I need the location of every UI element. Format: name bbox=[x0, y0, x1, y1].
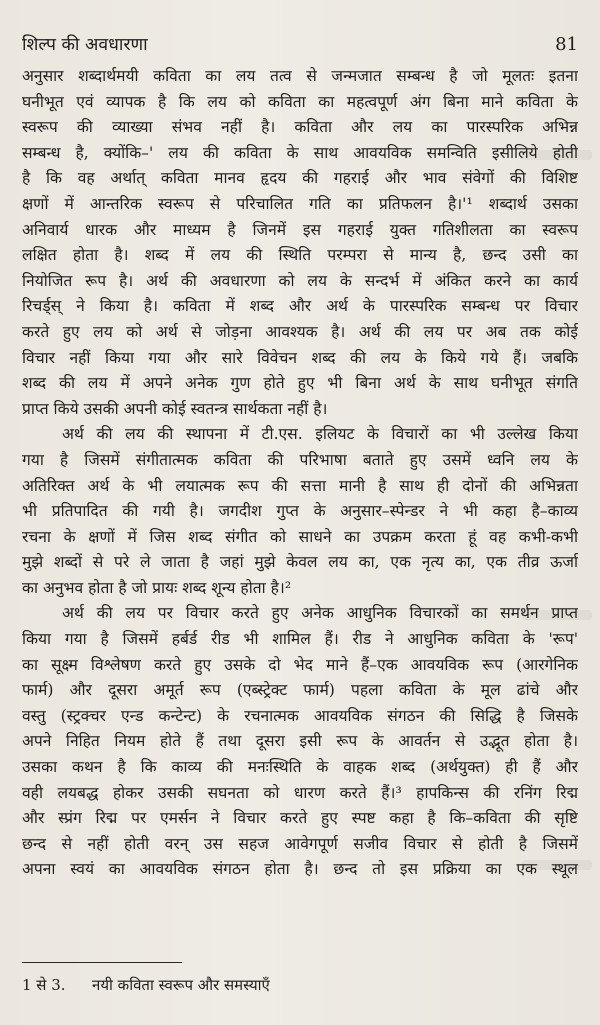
text-line: किया गया है जिसमें हर्बर्ड रीड भी शामिल हैं। रीड ने आधुनिक कविता के 'रूप' bbox=[22, 630, 578, 649]
text-line: और स्प्रंग रिद्म पर एमर्सन ने विचार करते हुए स्पष्ट कहा है कि–कविता की सृष्टि bbox=[22, 809, 578, 828]
running-title: शिल्प की अवधारणा bbox=[22, 35, 148, 55]
text-line: अपना स्वयं का आवयविक संगठन होता है। छन्द तो इस प्रक्रिया का एक स्थूल bbox=[22, 860, 578, 879]
text-line: स्वरूप की व्याख्या संभव नहीं है। कविता और लय का पारस्परिक अभिन्न bbox=[22, 118, 578, 137]
text-line: वही लयबद्ध होकर उसकी सघनता को धारण करते हैं।³ हापकिन्स की रनिंग रिद्म bbox=[22, 783, 578, 802]
footnote bbox=[22, 972, 270, 998]
text-line: करते हुए लय को अर्थ से जोड़ना आवश्यक है। अर्थ की लय पर अब तक कोई bbox=[22, 322, 578, 341]
text-line: रचना के क्षणों में जिस शब्द संगीत को साधने का उपक्रम करता हूं वह कभी-कभी bbox=[22, 527, 578, 546]
text-line: रिचर्ड्स् ने किया है। कविता में शब्द और अर्थ के पारस्परिक सम्बन्ध पर विचार bbox=[22, 297, 578, 316]
text-line: विचार नहीं किया गया और सारे विवेचन शब्द की लय के किये गये हैं। जबकि bbox=[22, 348, 578, 367]
text-line: नियोजित रूप है। अर्थ की अवधारणा को लय के सन्दर्भ में अंकित करने का कार्य bbox=[22, 271, 578, 290]
text-line: उसका कथन है कि काव्य की मनःस्थिति के वाहक शब्द (अर्थयुक्त) ही हैं और bbox=[22, 758, 578, 777]
text-line: अनुसार शब्दार्थमयी कविता का लय तत्व से जन्मजात सम्बन्ध है जो मूलतः इतना bbox=[22, 67, 578, 85]
text-line: फार्म) और दूसरा अमूर्त रूप (एब्स्ट्रेक्ट फार्म) पहला कविता के मूल ढांचे और bbox=[22, 681, 578, 700]
text-line-paragraph-end: प्राप्त किये उसकी अपनी कोई स्वतन्त्र सार्थकता नहीं है। bbox=[22, 399, 328, 418]
text-line: लक्षित होता है। शब्द में लय की स्थिति परम्परा से मान्य है, छन्द उसी का bbox=[22, 246, 578, 265]
text-line-paragraph-start: अर्थ की लय पर विचार करते हुए अनेक आधुनिक विचारकों का समर्थन प्राप्त bbox=[62, 604, 578, 623]
text-line: सम्बन्ध है, क्योंकि–' लय की कविता के साथ आवयविक समन्विति इसीलिये होती bbox=[22, 143, 578, 162]
text-line: मुझे शब्दों से परे ले जाता है जहां मुझे केवल लय का, एक नृत्य का, एक तीव्र ऊर्जा bbox=[22, 553, 578, 572]
page-number: 81 bbox=[555, 34, 578, 55]
text-line-paragraph-end: का अनुभव होता है जो प्रायः शब्द शून्य होता है।² bbox=[22, 578, 292, 597]
running-head bbox=[22, 30, 578, 60]
text-line: घनीभूत एवं व्यापक है कि लय को कविता का महत्वपूर्ण अंग बिना माने कविता के bbox=[22, 92, 578, 111]
text-line: अनिवार्य धारक और माध्यम है जिनमें इस गहराई युक्त गतिशीलता का स्वरूप bbox=[22, 220, 578, 239]
footnote-reference: 1 से 3. bbox=[22, 976, 66, 994]
text-line: का सूक्ष्म विश्लेषण करते हुए उसके दो भेद माने हैं–एक आवयविक रूप (आरगेनिक bbox=[22, 655, 578, 674]
text-line: भी प्रतिपादित की गयी है। जगदीश गुप्त के अनुसार–स्पेन्डर ने भी कहा है–काव्य bbox=[22, 502, 578, 521]
text-line: शब्द की लय में अपने अनेक गुण होते हुए भी बिना अर्थ के साथ घनीभूत संगति bbox=[22, 374, 578, 393]
text-line: छन्द से नहीं होती वरन् उस सहज आवेगपूर्ण सजीव विचार से होती है जिसमें bbox=[22, 834, 578, 853]
text-line: गया है जिसमें संगीतात्मक कविता की परिभाषा बताते हुए उसमें ध्वनि लय के bbox=[22, 450, 578, 469]
text-line: अपने निहित नियम होते हैं तथा दूसरा इसी रूप के आवर्तन से उद्भूत होता है। bbox=[22, 732, 578, 751]
body-text bbox=[22, 64, 578, 883]
text-line: वस्तु (स्ट्रक्चर एन्ड कन्टेन्ट) के रचनात्मक आवयविक संगठन की सिद्धि है जिसके bbox=[22, 706, 578, 725]
text-line: क्षणों में आन्तरिक स्वरूप से परिचालित गति का प्रतिफलन है।'¹ शब्दार्थ उसका bbox=[22, 194, 578, 213]
text-line: है कि वह अर्थात् कविता मानव हृदय की गहराई और भाव संवेगों की विशिष्ट bbox=[22, 169, 578, 188]
footnote-text: नयी कविता स्वरूप और समस्याएँ bbox=[92, 976, 270, 994]
text-line: अतिरिक्त अर्थ के भी लयात्मक रूप की सत्ता मानी है साथ ही दोनों की अभिन्नता bbox=[22, 476, 578, 495]
footnote-divider bbox=[22, 962, 182, 963]
text-line-paragraph-start: अर्थ की लय की स्थापना में टी.एस. इलियट के विचारों का भी उल्लेख किया bbox=[62, 425, 578, 444]
